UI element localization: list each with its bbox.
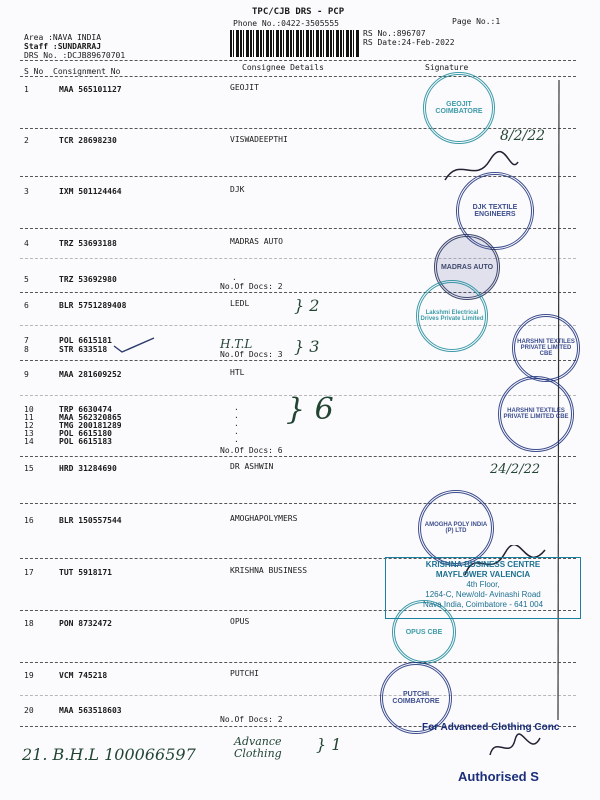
staff-label: Staff :SUNDARRAJ xyxy=(24,42,102,51)
checkmark-icon xyxy=(112,336,156,354)
col-sno: S No xyxy=(24,67,44,76)
row-sno: 9 xyxy=(24,370,29,379)
row-sno: 4 xyxy=(24,239,29,248)
row-sno: 13 xyxy=(24,429,34,438)
krishna-stamp-line: 1264-C, New/old- Avinashi Road xyxy=(425,590,541,599)
row-consignee: . xyxy=(234,411,239,420)
column-divider xyxy=(20,76,576,77)
header-divider xyxy=(20,60,576,61)
madras-auto-stamp: MADRAS AUTO xyxy=(434,234,500,300)
row-sno: 19 xyxy=(24,671,34,680)
page-number: Page No.:1 xyxy=(452,17,501,26)
row-sno: 16 xyxy=(24,516,34,525)
row-sno: 15 xyxy=(24,464,34,473)
row-consignee: . xyxy=(234,419,239,428)
krishna-business-stamp xyxy=(385,557,581,619)
col-consignee: Consignee Details xyxy=(242,63,324,72)
row-consignment: MAA 562320865 xyxy=(59,413,122,422)
row-consignee: . xyxy=(232,273,237,282)
row-consignment: TUT 5918171 xyxy=(59,568,112,577)
krishna-stamp-line: 4th Floor, xyxy=(466,580,500,589)
row-consignee: . xyxy=(234,427,239,436)
row-consignee: DR ASHWIN xyxy=(230,462,274,471)
docs-count: No.Of Docs: 2 xyxy=(220,282,283,291)
row-consignment: POL 6615181 xyxy=(59,336,112,345)
krishna-stamp-line: KRISHNA BUSINESS CENTRE xyxy=(425,560,541,569)
row-divider xyxy=(20,662,576,663)
row-sno: 11 xyxy=(24,413,34,422)
row-divider xyxy=(20,325,576,326)
row-divider xyxy=(20,360,576,361)
row-consignment: TRZ 53693188 xyxy=(59,239,117,248)
signature-scribble xyxy=(485,730,545,765)
row-divider xyxy=(20,695,576,696)
putchi-stamp: PUTCHI COIMBATORE xyxy=(380,662,452,734)
row-consignee: DJK xyxy=(230,185,245,194)
amogha-stamp: AMOGHA POLY INDIA (P) LTD xyxy=(418,490,494,566)
phone-number: Phone No.:0422-3505555 xyxy=(233,19,339,28)
row-divider xyxy=(20,292,576,293)
row-consignment: TCR 28698230 xyxy=(59,136,117,145)
row-consignment: VCM 745218 xyxy=(59,671,108,680)
row-sno: 18 xyxy=(24,619,34,628)
djk-stamp: DJK TEXTILE ENGINEERS xyxy=(456,172,534,250)
row-sno: 17 xyxy=(24,568,34,577)
row-consignment: MAA 563518603 xyxy=(59,706,122,715)
document-title: TPC/CJB DRS - PCP xyxy=(252,7,345,17)
row-consignment: MAA 565101127 xyxy=(59,85,122,94)
handwritten-count: } 3 xyxy=(294,337,320,356)
row-divider xyxy=(20,128,576,129)
row-consignment: TMG 200181289 xyxy=(59,421,122,430)
handwritten-date: 8/2/22 xyxy=(500,128,546,144)
row-consignee: VISWADEEPTHI xyxy=(230,135,288,144)
row-consignee: OPUS xyxy=(230,617,250,626)
row-sno: 6 xyxy=(24,301,29,310)
docs-count: No.Of Docs: 2 xyxy=(220,715,283,724)
handwritten-count: } 6 xyxy=(286,392,334,427)
row-consignee: GEOJIT xyxy=(230,83,259,92)
barcode-image xyxy=(230,30,360,57)
row-consignee: HTL xyxy=(230,368,245,377)
row-sno: 14 xyxy=(24,437,34,446)
krishna-stamp-line: Nava India, Coimbatore - 641 004 xyxy=(422,600,544,609)
drs-number: DRS No. :DCJB89670701 xyxy=(24,51,126,60)
col-consignment: Consignment No xyxy=(53,67,121,76)
rs-date: RS Date:24-Feb-2022 xyxy=(363,38,455,47)
row-consignment: BLR 150557544 xyxy=(59,516,122,525)
area-label: Area :NAVA INDIA xyxy=(24,33,102,42)
row-sno: 10 xyxy=(24,405,34,414)
row-divider xyxy=(20,456,576,457)
ledl-stamp: Lakshmi Electrical Drives Private Limited xyxy=(416,280,488,352)
row-consignee: KRISHNA BUSINESS xyxy=(230,566,308,575)
handwritten-date: 24/2/22 xyxy=(490,462,541,477)
row-consignment: IXM 501124464 xyxy=(59,187,122,196)
authorised-signatory-stamp: Authorised S xyxy=(458,769,539,784)
row-consignee: LEDL xyxy=(230,299,250,308)
row-divider xyxy=(20,503,576,504)
row-consignment: BLR 5751289408 xyxy=(59,301,127,310)
rs-number: RS No.:896707 xyxy=(363,29,426,38)
col-signature: Signature xyxy=(425,63,469,72)
row-consignment: TRP 6630474 xyxy=(59,405,112,414)
handwritten-count: } 2 xyxy=(294,296,320,315)
row-consignee: AMOGHAPOLYMERS xyxy=(230,514,298,523)
row-sno: 8 xyxy=(24,345,29,354)
row-consignee: . xyxy=(234,435,239,444)
row-sno: 12 xyxy=(24,421,34,430)
row-consignee: MADRAS AUTO xyxy=(230,237,283,246)
handwritten-extra-consignment: 21. B.H.L 100066597 xyxy=(22,745,196,764)
row-consignee: PUTCHI xyxy=(230,669,259,678)
opus-stamp: OPUS CBE xyxy=(392,600,456,664)
row-sno: 5 xyxy=(24,275,29,284)
handwritten-htl: H.T.L xyxy=(220,337,253,351)
handwritten-count: } 1 xyxy=(316,735,342,754)
row-sno: 7 xyxy=(24,336,29,345)
docs-count: No.Of Docs: 6 xyxy=(220,446,283,455)
row-sno: 2 xyxy=(24,136,29,145)
row-consignment: HRD 31284690 xyxy=(59,464,117,473)
row-consignee: . xyxy=(234,403,239,412)
krishna-stamp-line: MAYFLOWER VALENCIA xyxy=(435,570,531,579)
row-consignment: POL 6615180 xyxy=(59,429,112,438)
advanced-clothing-stamp: For Advanced Clothing Conc xyxy=(422,722,560,733)
row-sno: 20 xyxy=(24,706,34,715)
row-consignment: MAA 281609252 xyxy=(59,370,122,379)
row-consignment: POL 6615183 xyxy=(59,437,112,446)
row-consignment: TRZ 53692980 xyxy=(59,275,117,284)
row-sno: 1 xyxy=(24,85,29,94)
handwritten-consignee: Advance Clothing xyxy=(234,735,282,760)
row-consignment: PON 8732472 xyxy=(59,619,112,628)
row-sno: 3 xyxy=(24,187,29,196)
geojit-stamp: GEOJIT COIMBATORE xyxy=(423,72,495,144)
row-consignment: STR 633518 xyxy=(59,345,108,354)
docs-count: No.Of Docs: 3 xyxy=(220,350,283,359)
htl-stamp: HARSHNI TEXTILES PRIVATE LIMITED CBE xyxy=(498,376,574,452)
htl-stamp: HARSHNI TEXTILES PRIVATE LIMITED CBE xyxy=(512,314,580,382)
